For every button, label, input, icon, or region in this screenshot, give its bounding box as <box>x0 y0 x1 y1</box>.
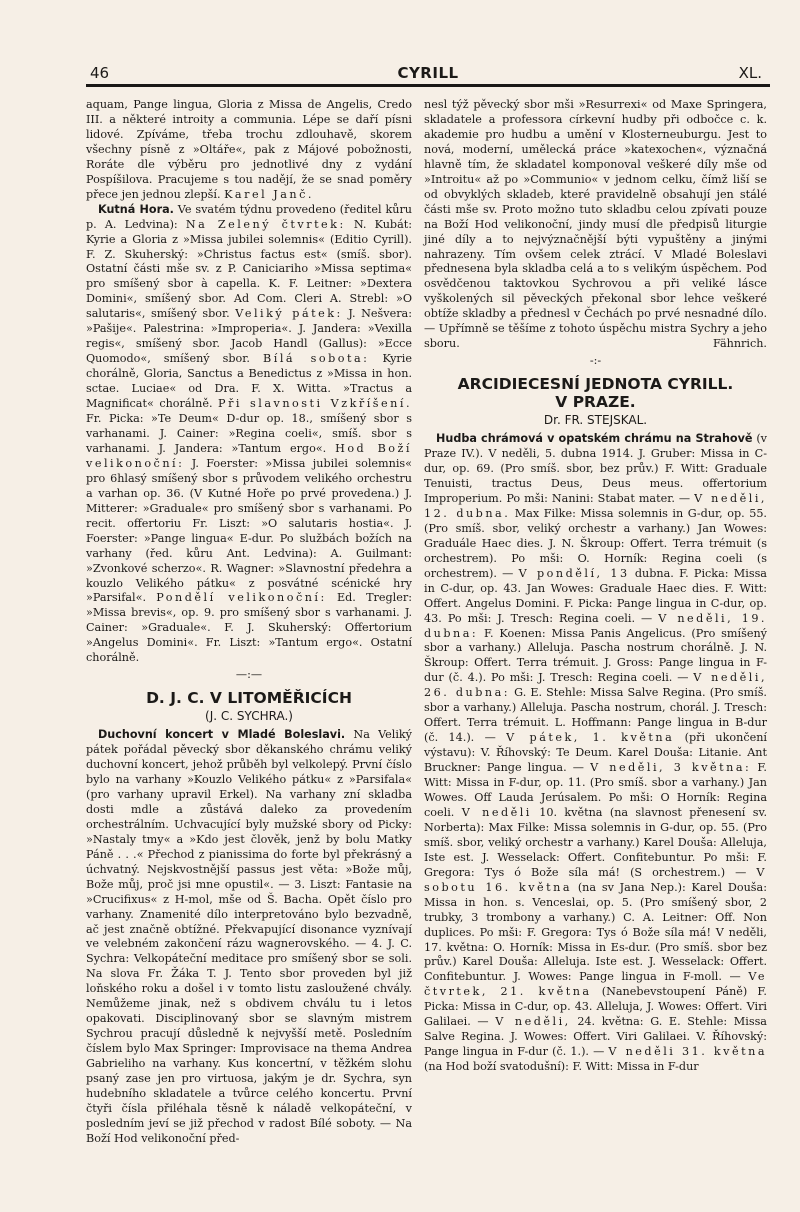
left-column <box>86 98 412 1147</box>
signature: Karel Janč. <box>224 187 314 201</box>
journal-title: CYRILL <box>397 64 459 82</box>
article-paragraph: Duchovní koncert v Mladé Boleslavi. Na Veliký pátek pořádal pěvecký sbor děkanského chrámu veliký duchovní koncert, jehož průběh byl velkolepý. První číslo bylo na varhany »Kouzlo Velikého pátku« z »Parsifala« (pro varhany upravil Erkel). Na varhany zní skladba dosti mdle a zůstává daleko za provedením orchestrálním. Uchvacující byly mužské sbory od Picky: »Nastaly tmy« a »Kdo jest člověk, jenž by bolu Matky Páně . . .« Přechod z pianissima do forte byl překrásný a úchvatný. Nejskvostnější passus jest věta: »Bože můj, Bože můj, proč jsi mne opustil«. — 3. Liszt: Fantasie na »Crucifixus« z H-mol, mše od Š. Bacha. Opět číslo pro varhany. Znamenité dílo interpretováno bylo bezvadně, ač jest značně obtížné. Překvapující disonance vyznívají ve velebném zakončení rázu wagnerovského. — 4. J. C. Sychra: Velkopáteční meditace pro smíšený sbor se soli. Na slova Fr. Žáka T. J. Tento sbor proveden byl již loňského roku a došel i v tomto listu zasloužené chvály. Nemůžeme jinak, než s obdivem chválu tu i letos opakovati. Disciplinovaný sbor se slavným mistrem Sychrou pracují důsledně k nejvyšší metě. Posledním číslem bylo Max Springer: Improvisace na thema Andrea Gabrieliho na varhany. Kus koncertní, v těžkém slohu psaný zase jen pro virtuosa, jakým je dr. Sychra, syn hudebního skladatele a tvůrce celého koncertu. První čtyři čísla přiléhala těsně k náladě velkopáteční, v posledním jeví se již přechod v radost Bílé soboty. — Na Boží Hod velikonoční před- <box>86 728 413 1145</box>
date-label: V neděli, 12. dubna. <box>424 491 767 520</box>
article-continuation: nesl týž pěvecký sbor mši »Resurrexi« od Maxe Springera, skladatele a professora církevní hudby při odbočce c. k. akademie pro hudbu a umění v Klosterneuburgu. Jest to nová, moderní, umělecká práce »katexochen«, význačná hlavně tím, že skladatel komponoval veškeré díly mše od »Introitu« až po »Communio« v jednom celku, čímž liší se od obvyklých skladeb, které pravidelně obsahují jen stálé části mše sv. Proto možno tuto skladbu celou zpívati pouze na Boží Hod velikonoční, jindy musí dle předpisů liturgie jiné díly a to nejvýznačnější býti vypuštěny a jinými nahrazeny. Tím ovšem celek ztrácí. V Mladé Boleslavi přednesena byla skladba celá a to s velikým úspěchem. Pod osvědčenou taktovkou Sychrovou a při veliké lásce vyškolených sil pěveckých překonal sbor lehce veškeré obtíže skladby a přednesl v Čechách po prvé nesnadné dílo. — Upřímně se těšíme z tohoto úspěchu mistra Sychry a jeho sboru. Fähnrich. <box>424 98 767 351</box>
date-label: V sobotu 16. května <box>424 865 767 894</box>
section-author: Dr. FR. STEJSKAL. <box>543 413 648 428</box>
section-title-line: V PRAZE. <box>555 393 636 412</box>
header-rule <box>86 84 770 87</box>
day-label: Na Zelený čtvrtek: <box>185 217 346 231</box>
page-number: 46 <box>90 64 110 82</box>
paragraph-kutna-hora: Kutná Hora. Ve svatém týdnu provedeno (ředitel kůru p. A. Ledvina): Na Zelený čtvrtek: N. Kubát: Kyrie a Gloria z »Missa jubilei solemnis« (Editio Cyrill). F. Z. Skuherský: »Christus factus est« (smíš. sbor). Ostatní části mše sv. z P. Caniciariho »Missa septima« pro smíšený sbor à capella. K. F. Leitner: »Dextera Domini«, smíšený sbor. Ad Com. Cleri A. Strebl: »O salutaris«, smíšený sbor. Veliký pátek: J. Nešvera: »Pašije«. Palestrina: »Improperia«. J. Jandera: »Vexilla regis«, smíšený sbor. Jacob Handl (Gallus): »Ecce Quomodo«, smíšený sbor. Bílá sobota: Kyrie chorálně, Gloria, Sanctus a Benedictus z »Missa in hon. sctae. Luciae« od Dra. F. X. Witta. »Tractus a Magnificat« chorálně. Při slavnosti Vzkříšení. Fr. Picka: »Te Deum« D-dur op. 18., smíšený sbor s varhanami. J. Cainer: »Regina coeli«, smíš. sbor s varhanami. J. Jandera: »Tantum ergo«. Hod Boží velikonoční: J. Foerster: »Missa jubilei solemnis« pro 6hlasý smíšený sbor s průvodem velikého orchestru a varhan op. 36. (V Kutné Hoře po prvé provedena.) J. Mitterer: »Graduale« pro smíšený sbor s varhanami. Po recit. offertoriu Fr. Liszt: »O salutaris hostia«. J. Foerster: »Pange lingua« E-dur. Po službách božích na varhany (řed. kůru Ant. Ledvina): A. Guilmant: »Zvonkové scherzo«. R. Wagner: »Slavnostní předehra a kouzlo Velikého pátku« z posvátné scénické hry »Parsifal«. Pondělí velikonoční: Ed. Tregler: »Missa brevis«, op. 9. pro smíšený sbor s varhanami. J. Cainer: »Graduale«. F. J. Skuherský: Offertorium »Angelus Domini«. Fr. Liszt: »Tantum ergo«. Ostatní chorálně. <box>86 202 413 665</box>
volume-number: XL. <box>738 64 762 82</box>
paragraph: aquam, Pange lingua, Gloria z Missa de Angelis, Credo III. a některé introity a communia. Lépe se daří písni lidové. Zpíváme, třeba trochu zdlouhavě, skorem všechny písně z »Oltáře«, pak z Májové pobožnosti, Roráte dle výběru pro jednotlivé dny z vydání Pospíšilova. Pracujeme s tou nadějí, že se snad poměry přece jen jednou zlepší. Karel Janč. <box>86 98 412 201</box>
date-label: Ve čtvrtek, 21. května <box>424 970 767 999</box>
date-label: V pátek, 1. května <box>506 731 675 745</box>
date-label: V neděli, 19. dubna: <box>424 611 767 640</box>
date-label: V neděli, 3 května: <box>590 761 752 775</box>
day-label: Při slavnosti Vzkříšení. <box>218 397 412 411</box>
day-label: Veliký pátek: <box>235 307 343 321</box>
article-heading: Duchovní koncert v Mladé Boleslavi. <box>98 728 346 742</box>
date-label: V neděli, <box>495 1015 571 1029</box>
section-title: D. J. C. V LITOMĚŘICÍCH <box>146 689 352 708</box>
article-paragraph: Hudba chrámová v opatském chrámu na Strahově (v Praze IV.). V neděli, 5. dubna 1914. J. Gruber: Missa in C-dur, op. 69. (Pro smíš. sbor, bez prův.) F. Witt: Graduale Tenuisti, tractus Deus, Deus meus. offertorium Improperium. Po mši: Nanini: Stabat mater. — V neděli, 12. dubna. Max Filke: Missa solemnis in G-dur, op. 55. (Pro smíš. sbor, veliký orchestr a varhany.) Jan Wowes: Graduále Haec dies. J. N. Škroup: Offert. Terra trémuit (s orchestrem). Po mši: O. Horník: Regina coeli (s orchestrem). — V pondělí, 13 dubna. F. Picka: Missa in C-dur, op. 43. Jan Wowes: Graduale Haec dies. F. Witt: Offert. Angelus Domini. F. Picka: Pange lingua in C-dur, op. 43. Po mši: J. Tresch: Regina coeli. — V neděli, 19. dubna: F. Koenen: Missa Panis Angelicus. (Pro smíšený sbor a varhany.) Alleluja. Pascha nostrum chorálně. J. N. Škroup: Offert. Terra trémuit. J. Gross: Pange lingua in F-dur (č. 4.). Po mši: J. Tresch: Regina coeli. — V neděli, 26. dubna: G. E. Stehle: Missa Salve Regina. (Pro smíš. sbor a varhany.) Alleluja. Pascha nostrum, chorál. J. Tresch: Offert. Terra trémuit. L. Hoffmann: Pange lingua in B-dur (č. 14.). — V pátek, 1. května (při ukončení výstavu): V. Říhovský: Te Deum. Karel Douša: Litanie. Ant Bruckner: Pange lingua. — V neděli, 3 května: F. Witt: Missa in F-dur, op. 11. (Pro smíš. sbor a varhany.) Jan Wowes. Off Lauda Jerúsalem. Po mši: O Horník: Regina coeli. V neděli 10. května (na slavnost přenesení sv. Norberta): Max Filke: Missa solemnis in G-dur, op. 55. (Pro smíš. sbor, veliký orchestr a varhany.) Karel Douša: Alleluja, Iste est. J. Wesselack: Offert. Confitebuntur. Po mši: F. Gregora: Tys ó Bože síla má! (S orchestrem.) — V sobotu 16. května (na sv Jana Nep.): Karel Douša: Missa in hon. s. Venceslai, op. 5. (Pro smíšený sbor, 2 trubky, 3 trombony a varhany.) C. A. Leitner: Off. Non duplices. Po mši: F. Gregora: Tys ó Bože síla má! V neděli, 17. května: O. Horník: Missa in Es-dur. (Pro smíš. sbor bez prův.) Karel Douša: Alleluja. Iste est. J. Wesselack: Offert. Confitebuntur. J. Wowes: Pange lingua in F-moll. — Ve čtvrtek, 21. května (Nanebevstoupení Páně) F. Picka: Missa in C-dur, op. 43. Alleluja, J. Wowes: Offert. Viri Galilaei. — V neděli, 24. května: G. E. Stehle: Missa Salve Regina. J. Wowes: Offert. Viri Galilaei. V. Říhovský: Pange lingua in F-dur (č. 1.). — V neděli 31. května (na Hod boží svatodušní): F. Witt: Missa in F-dur <box>424 432 767 1074</box>
day-label: Pondělí velikonoční: <box>156 591 327 605</box>
section-divider: —:— <box>235 668 263 682</box>
paragraph-heading: Kutná Hora. <box>98 202 174 216</box>
page-header <box>86 62 770 86</box>
section-title <box>424 375 767 411</box>
date-label: V neděli 31. května <box>608 1045 767 1059</box>
date-label: V pondělí, 13 <box>518 566 630 580</box>
day-label: Hod Boží velikonoční: <box>86 441 412 470</box>
right-column <box>424 98 767 1075</box>
date-label: V neděli, 26. dubna: <box>424 671 767 700</box>
signature: Fähnrich. <box>712 337 767 351</box>
day-label: Bílá sobota: <box>263 352 370 366</box>
date-label: V neděli <box>461 805 532 819</box>
section-divider: -:- <box>589 354 602 368</box>
section-title-line: ARCIDIECESNÍ JEDNOTA CYRILL. <box>457 375 734 394</box>
article-heading: Hudba chrámová v opatském chrámu na Strahově <box>436 432 753 446</box>
section-author: (J. C. SYCHRA.) <box>205 709 293 724</box>
